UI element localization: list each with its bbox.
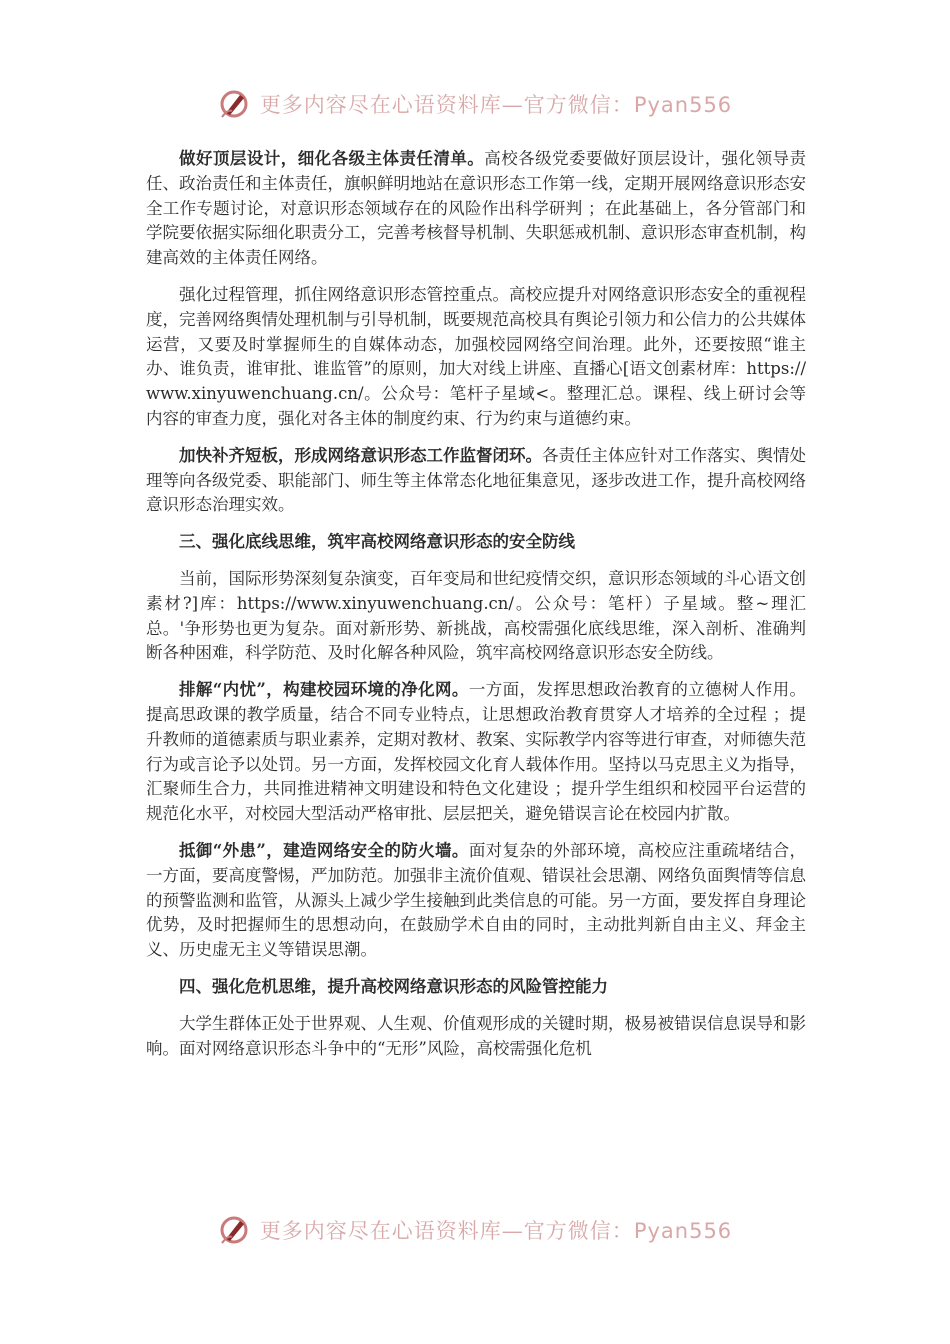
- paragraph: 抵御“外患”，建造网络安全的防火墙。面对复杂的外部环境，高校应注重疏堵结合，一方面，要高度警惕，严加防范。加强非主流价值观、错误社会思潮、网络负面舆情等信息的预警监测和监管，从源头上减少学生接触到此类信息的可能。另一方面，要发挥自身理论优势，及时把握师生的思想动向，在鼓励学术自由的同时，主动批判新自由主义、拜金主义、历史虚无主义等错误思潮。: [146, 840, 807, 960]
- watermark-text: 更多内容尽在心语资料库—官方微信：Pyan556: [259, 93, 733, 117]
- pen-scroll-logo-icon: [218, 1213, 252, 1247]
- section-heading: 三、强化底线思维，筑牢高校网络意识形态的安全防线: [179, 532, 575, 552]
- paragraph: 排解“内忧”，构建校园环境的净化网。一方面，发挥思想政治教育的立德树人作用。提高思政课的教学质量，结合不同专业特点，让思想政治教育贯穿人才培养的全过程 ；提升教师的道德素质与职业素养，定期对教材、教案、实际教学内容等进行审查，对师德失范行为或言论予以处罚。另一方面，发挥校园文化育人载体作用。坚持以马克思主义为指导，汇聚师生合力，共同推进精神文明建设和特色文化建设 ；提升学生组织和校园平台运营的规范化水平，对校园大型活动严格审批、层层把关，避免错误言论在校园内扩散。: [146, 680, 807, 824]
- paragraph: 当前，国际形势深刻复杂演变，百年变局和世纪疫情交织，意识形态领域的斗心语文创素材?]库：https://www.xinyuwenchuang.cn/。公众号：笔杆）子星域。整~理汇总。'争形势也更为复杂。面对新形势、新挑战，高校需强化底线思维，深入剖析、准确判断各种困难，科学防范、及时化解各种风险，筑牢高校网络意识形态安全防线。: [146, 568, 806, 663]
- paragraph: 大学生群体正处于世界观、人生观、价值观形成的关键时期，极易被错误信息误导和影响。面对网络意识形态斗争中的“无形”风险，高校需强化危机: [146, 1013, 806, 1058]
- paragraph: 做好顶层设计，细化各级主体责任清单。高校各级党委要做好顶层设计，强化领导责任、政治责任和主体责任，旗帜鲜明地站在意识形态工作第一线，定期开展网络意识形态安全工作专题讨论，对意识形态领域存在的风险作出科学研判 ；在此基础上，各分管部门和学院要依据实际细化职责分工，完善考核督导机制、失职惩戒机制、意识形态审查机制，构建高效的主体责任网络。: [146, 149, 807, 268]
- header-watermark: [0, 84, 950, 124]
- paragraph: 强化过程管理，抓住网络意识形态管控重点。高校应提升对网络意识形态安全的重视程度，完善网络舆情处理机制与引导机制，既要规范高校具有舆论引领力和公信力的公共媒体运营，又要及时掌握师生的自媒体动态，加强校园网络空间治理。此外，还要按照“谁主办、谁负责，谁审批、谁监管”的原则，加大对线上讲座、直播心[语文创素材库：https://www.xinyuwenchuang.cn/。公众号：笔杆子星域<。整理汇总。课程、线上研讨会等内容的审查力度，强化对各主体的制度约束、行为约束与道德约束。: [146, 284, 806, 428]
- footer-watermark: [0, 1210, 950, 1250]
- pen-scroll-logo-icon: [218, 87, 252, 121]
- section-heading: 四、强化危机思维，提升高校网络意识形态的风险管控能力: [179, 976, 608, 996]
- paragraph: 加快补齐短板，形成网络意识形态工作监督闭环。各责任主体应针对工作落实、舆情处理等向各级党委、职能部门、师生等主体常态化地征集意见，逐步改进工作，提升高校网络意识形态治理实效。: [146, 445, 806, 515]
- watermark-text: 更多内容尽在心语资料库—官方微信：Pyan556: [259, 1219, 733, 1243]
- document-body: [146, 147, 806, 1073]
